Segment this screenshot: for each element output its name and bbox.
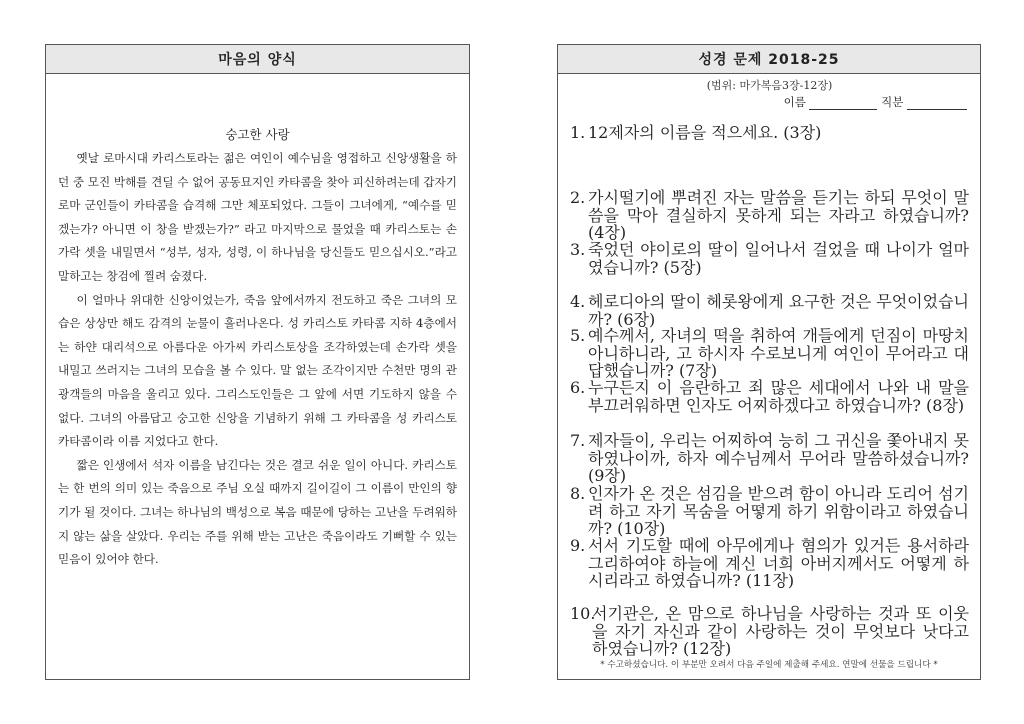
quiz-panel [557, 44, 981, 680]
question-2 [570, 189, 969, 242]
question-3 [570, 241, 969, 276]
quiz-header: 성경 문제 2018-25 [558, 45, 980, 74]
question-number: 7. [570, 431, 586, 450]
question-number: 8. [570, 484, 586, 503]
question-number: 4. [570, 292, 586, 311]
question-text: 12제자의 이름을 적으세요. (3장) [588, 123, 822, 142]
question-text: 죽었던 야이로의 딸이 일어나서 걸었을 때 나이가 얼마였습니까? (5장) [588, 240, 969, 277]
meditation-panel [45, 44, 470, 680]
question-number: 2. [570, 188, 586, 207]
question-10 [570, 605, 969, 658]
essay-title: 숭고한 사랑 [225, 127, 290, 142]
question-number: 3. [570, 240, 586, 259]
question-5 [570, 327, 969, 380]
question-9 [570, 537, 969, 590]
quiz-range: (범위: 마가복음3장-12장) [706, 79, 833, 92]
essay-paragraph: 짧은 인생에서 석자 이름을 남긴다는 것은 결코 쉬운 일이 아니다. 카리스토는 한 번의 의미 있는 죽음으로 주님 오실 때까지 길이길이 그 이름이 만인의 향기가 될 것이다. 그녀는 하나님의 백성으로 복음 때문에 당하는 고난을 두려워하지 않는 삶을 살았다. 우리는 주를 위해 받는 고난은 죽음이라도 기뻐할 수 있는 믿음이 있어야 한다. [58, 457, 457, 567]
question-4 [570, 293, 969, 328]
question-number: 6. [570, 378, 586, 397]
position-label: 직분 [881, 95, 904, 109]
question-text: 인자가 온 것은 섬김을 받으려 함이 아니라 도리어 섬기려 하고 자기 목숨을 어떻게 하기 위함이라고 하였습니까? (10장) [588, 484, 969, 538]
question-1 [570, 124, 969, 142]
question-number: 1. [570, 123, 586, 142]
question-text: 서서 기도할 때에 아무에게나 혐의가 있거든 용서하라 그리하여야 하늘에 계신 너희 아버지께서도 어떻게 하시리라고 하였습니까? (11장) [588, 536, 969, 590]
question-number: 5. [570, 326, 586, 345]
question-text: 제자들이, 우리는 어찌하여 능히 그 귀신을 쫓아내지 못하였나이까, 하자 예수님께서 무어라 말씀하셨습니까? (9장) [588, 431, 969, 485]
question-text: 서기관은, 온 맘으로 하나님을 사랑하는 것과 또 이웃을 자기 자신과 같이 사랑하는 것이 무엇보다 낫다고 하였습니까? (12장) [592, 604, 969, 658]
question-text: 예수께서, 자녀의 떡을 취하여 개들에게 던짐이 마땅치 아니하니라, 고 하시자 수로보니게 여인이 무어라고 대답했습니까? (7장) [588, 326, 969, 380]
question-number: 9. [570, 536, 586, 555]
quiz-footer: * 수고하셨습니다. 이 부분만 오려서 다음 주일에 제출해 주세요. 연말에 선물을 드립니다 * [600, 660, 938, 670]
name-fields [570, 94, 969, 110]
essay [46, 123, 469, 572]
question-text: 누구든지 이 음란하고 죄 많은 세대에서 나와 내 말을 부끄러워하면 인자도 어찌하겠다고 하였습니까? (8장) [588, 378, 969, 415]
quiz-body [558, 78, 980, 110]
essay-paragraph: 옛날 로마시대 카리스토라는 젊은 여인이 예수님을 영접하고 신앙생활을 하던 중 모진 박해를 견딜 수 없어 공동묘지인 카타콤을 찾아 피신하려는데 갑자기 로마 군인들이 카타콤을 습격해 그만 체포되었다. 그들이 그녀에게, “예수를 믿겠는가? 아니면 이 창을 받겠는가?” 라고 마지막으로 물었을 때 카리스토는 손가락 셋을 내밀면서 “성부, 성자, 성령, 이 하나님을 당신들도 믿으십시오.”라고 말하고는 창검에 찔려 숨졌다. [58, 151, 457, 283]
meditation-header: 마음의 양식 [46, 45, 469, 74]
name-blank[interactable] [809, 97, 877, 110]
question-7 [570, 432, 969, 485]
question-text: 헤로디아의 딸이 헤롯왕에게 요구한 것은 무엇이었습니까? (6장) [588, 292, 969, 329]
question-number: 10. [570, 604, 596, 623]
question-8 [570, 485, 969, 538]
essay-paragraph: 이 얼마나 위대한 신앙이었는가, 죽음 앞에서까지 전도하고 죽은 그녀의 모습은 상상만 해도 감격의 눈물이 흘러나온다. 성 카리스토 카타콤 지하 4층에서는 하얀 대리석으로 아름다운 아가씨 카리스토상을 조각하였는데 손가락 셋을 내밀고 쓰러지는 그녀의 모습을 볼 수 있다. 말 없는 조각이지만 수천만 명의 관광객들의 마음을 울리고 있다. 그리스도인들은 그 앞에 서면 기도하지 않을 수 없다. 그녀의 아름답고 숭고한 신앙을 기념하기 위해 그 카타콤을 성 카리스토 카타콤이라 이름 지었다고 한다. [58, 292, 457, 449]
name-label: 이름 [783, 95, 806, 109]
question-text: 가시떨기에 뿌려진 자는 말씀을 듣기는 하되 무엇이 말씀을 막아 결실하지 못하게 되는 자라고 하였습니까? (4장) [588, 188, 969, 242]
position-blank[interactable] [907, 97, 967, 110]
question-6 [570, 379, 969, 414]
